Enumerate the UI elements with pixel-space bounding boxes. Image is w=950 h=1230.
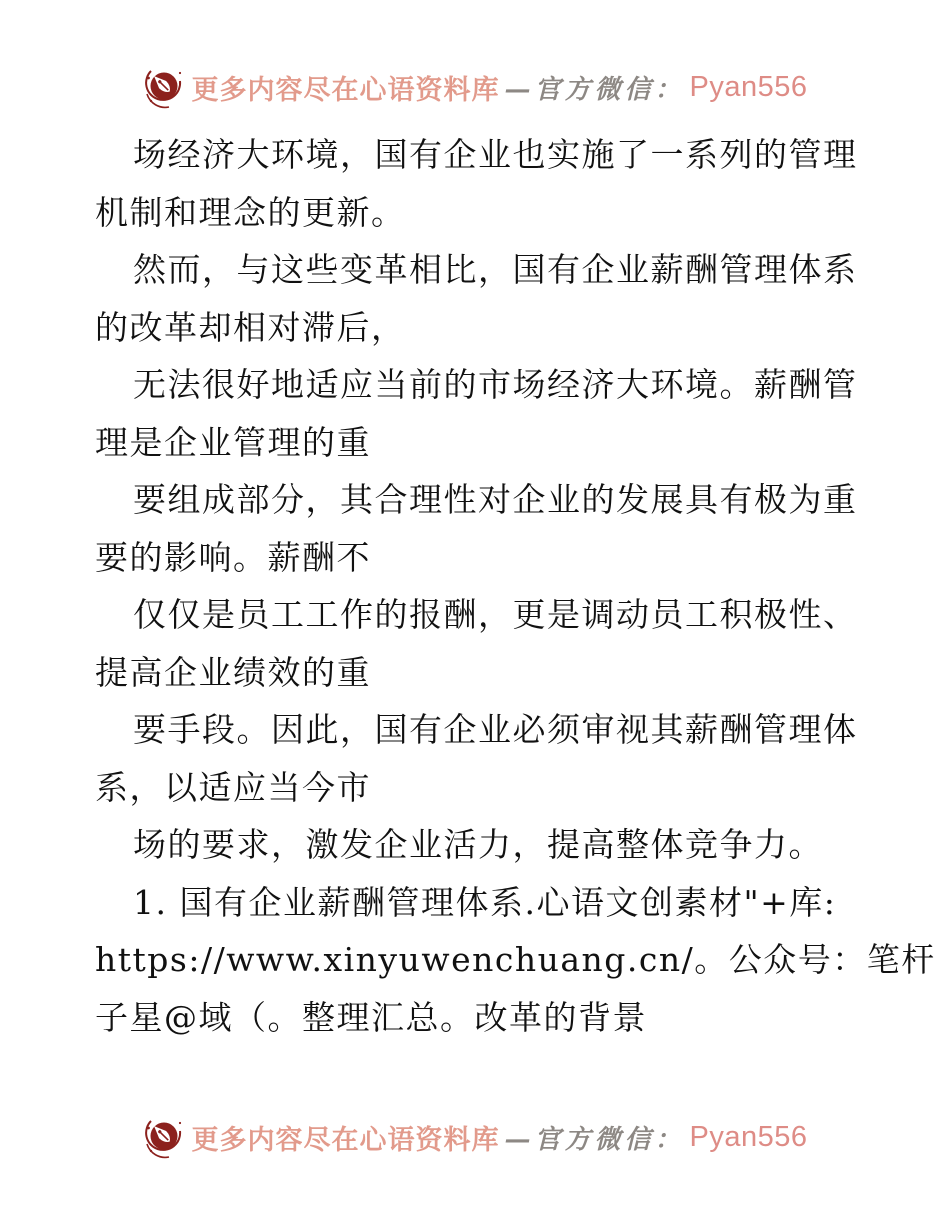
text-line: 然而，与这些变革相比，国有企业薪酬管理体系 [133,250,858,289]
text-line: 系，以适应当今市 [95,767,371,807]
text-line: 子星@域（。整理汇总。改革的背景 [95,997,647,1037]
watermark-slogan-text: 更多内容尽在心语资料库 [191,1124,500,1156]
header-watermark [0,64,950,110]
text-line: 场的要求，激发企业活力，提高整体竞争力。 [133,825,823,864]
text-line: https://www.xinyuwenchuang.cn/。公众号：笔杆 [95,940,936,979]
watermark-wechat-label: —官方微信： [504,1124,685,1155]
text-line: 要组成部分，其合理性对企业的发展具有极为重 [133,480,858,519]
text-line: 理是企业管理的重 [95,422,371,462]
watermark-wechat-id: Pyan556 [689,70,808,103]
text-line: 仅仅是员工工作的报酬，更是调动员工积极性、 [133,595,858,634]
pen-nib-emblem-icon [142,64,186,110]
text-line: 机制和理念的更新。 [95,192,406,232]
text-line: 1. 国有企业薪酬管理体系.心语文创素材"+库: [133,882,837,922]
pen-nib-emblem-icon [142,1114,186,1160]
watermark-slogan-text: 更多内容尽在心语资料库 [191,74,500,106]
text-line: 的改革却相对滞后， [95,307,406,347]
watermark-wechat-id: Pyan556 [689,1120,808,1153]
footer-watermark [0,1114,950,1160]
text-line: 提高企业绩效的重 [95,652,371,692]
watermark-wechat-label: —官方微信： [504,74,685,105]
text-line: 要手段。因此，国有企业必须审视其薪酬管理体 [133,710,858,749]
text-line: 要的影响。薪酬不 [95,537,371,577]
text-line: 场经济大环境，国有企业也实施了一系列的管理 [133,135,858,174]
document-body [95,126,936,1046]
text-line: 无法很好地适应当前的市场经济大环境。薪酬管 [133,365,858,404]
